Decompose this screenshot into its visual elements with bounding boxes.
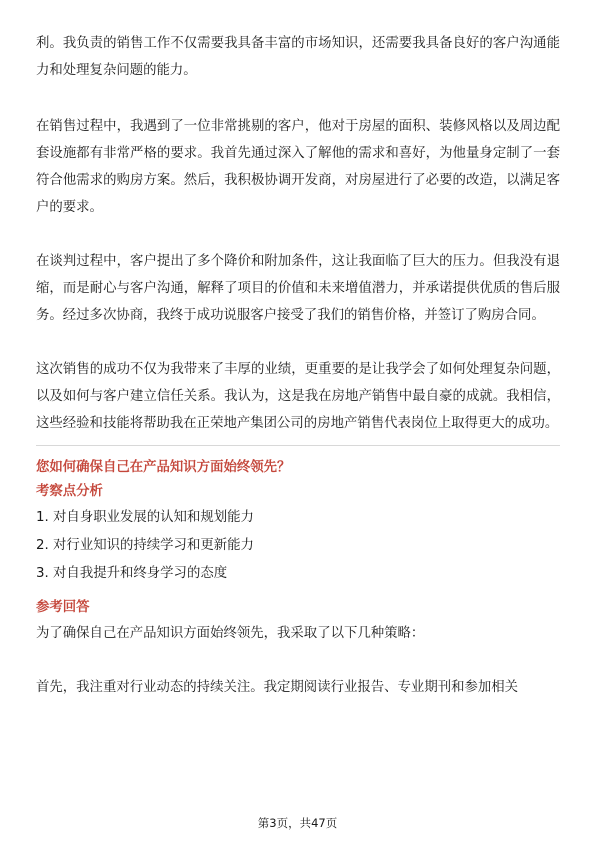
section-divider [36, 445, 560, 446]
analysis-points-list [36, 504, 560, 588]
analysis-heading: 考察点分析 [36, 484, 103, 499]
answer-first-strategy: 首先，我注重对行业动态的持续关注。我定期阅读行业报告、专业期刊和参加相关 [36, 680, 519, 695]
interview-question: 您如何确保自己在产品知识方面始终领先？ [36, 460, 291, 475]
paragraph-difficult-client: 在销售过程中，我遇到了一位非常挑剔的客户，他对于房屋的面积、装修风格以及周边配套设施都有非常严格的要求。我首先通过深入了解他的需求和喜好，为他量身定制了一套符合他需求的购房方案。然后，我积极协调开发商，对房屋进行了必要的改造，以满足客户的要求。 [36, 119, 560, 215]
paragraph-negotiation: 在谈判过程中，客户提出了多个降价和附加条件，这让我面临了巨大的压力。但我没有退缩，而是耐心与客户沟通，解释了项目的价值和未来增值潜力，并承诺提供优质的售后服务。经过多次协商，我终于成功说服客户接受了我们的销售价格，并签订了购房合同。 [36, 254, 560, 323]
page-content [36, 30, 560, 701]
answer-heading: 参考回答 [36, 600, 90, 615]
analysis-point: 1. 对自身职业发展的认知和规划能力 [36, 510, 254, 525]
answer-intro: 为了确保自己在产品知识方面始终领先，我采取了以下几种策略： [36, 626, 425, 641]
paragraph-intro: 利。我负责的销售工作不仅需要我具备丰富的市场知识，还需要我具备良好的客户沟通能力和处理复杂问题的能力。 [36, 36, 560, 78]
page-number-footer: 第3页，共47页 [257, 816, 338, 830]
analysis-point: 2. 对行业知识的持续学习和更新能力 [36, 538, 254, 553]
analysis-point: 3. 对自我提升和终身学习的态度 [36, 566, 228, 581]
paragraph-achievement: 这次销售的成功不仅为我带来了丰厚的业绩，更重要的是让我学会了如何处理复杂问题，以及如何与客户建立信任关系。我认为，这是我在房地产销售中最自豪的成就。我相信，这些经验和技能将帮助我在正荣地产集团公司的房地产销售代表岗位上取得更大的成功。 [36, 362, 560, 431]
